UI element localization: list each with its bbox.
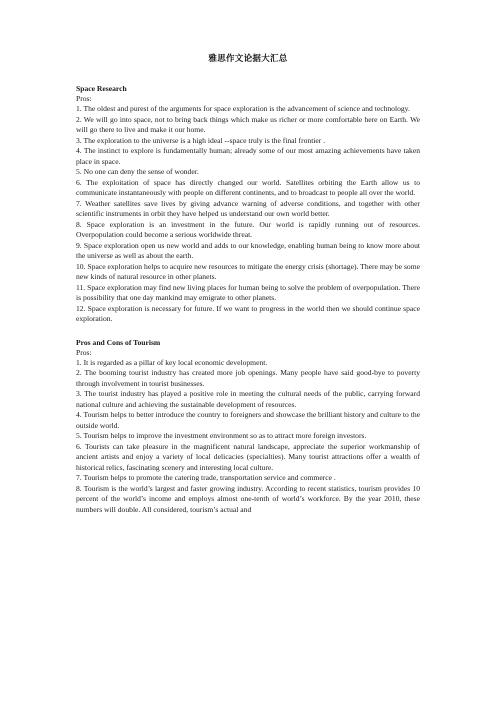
section-tourism <box>76 338 420 516</box>
list-item: 11. Space exploration may find new living places for human being to solve the problem of overpopulation. There is possibility that one day mankind may emigrate to other planets. <box>76 282 420 302</box>
list-item: 9. Space exploration open us new world and adds to our knowledge, enabling human being to know more about the universe as well as about the earth. <box>76 240 420 260</box>
list-item: 2. We will go into space, not to bring back things which make us richer or more comfortable here on Earth. We will go there to live and make it our home. <box>76 114 420 134</box>
list-item: 2. The booming tourist industry has created more job openings. Many people have said good-bye to poverty through involvement in tourist businesses. <box>76 368 420 388</box>
pros-label: Pros: <box>76 347 92 357</box>
list-item: 5. Tourism helps to improve the investment environment so as to attract more foreign investors. <box>76 431 367 440</box>
list-item: 3. The tourist industry has played a positive role in meeting the cultural needs of the public, carrying forward national culture and achieving the sustainable development of resources. <box>76 389 420 409</box>
list-item: 7. Weather satellites save lives by giving advance warning of adverse conditions, and together with other scientific instruments in orbit they have helped us understand our own world better. <box>76 198 420 218</box>
list-item: 7. Tourism helps to promote the catering trade, transportation service and commerce . <box>76 473 336 482</box>
list-item: 6. Tourists can take pleasure in the magnificent natural landscape, appreciate the superior workmanship of ancient artists and enjoy a variety of local delicacies (specialties). Many tourist attractions offer a wealth of historical relics, fascinating scenery and interesting local culture. <box>76 441 420 472</box>
section-space-research <box>76 84 420 325</box>
list-item: 3. The exploration to the universe is a high ideal --space truly is the final frontier . <box>76 135 326 145</box>
list-item: 6. The exploitation of space has directly changed our world. Satellites orbiting the Earth allow us to communicate instantaneously with people on different continents, and to broadcast to people all over the world. <box>76 177 420 197</box>
section-heading: Pros and Cons of Tourism <box>76 337 161 347</box>
list-item: 4. Tourism helps to better introduce the country to foreigners and showcase the brilliant history and culture to the outside world. <box>76 410 420 430</box>
list-item: 8. Space exploration is an investment in the future. Our world is rapidly running out of resources. Overpopulation could become a serious worldwide threat. <box>76 219 420 239</box>
list-item: 12. Space exploration is necessary for future. If we want to progress in the world then we should continue space exploration. <box>76 303 420 323</box>
document-title: 雅思作文论据大汇总 <box>208 53 288 63</box>
list-item: 1. It is regarded as a pillar of key local economic development. <box>76 357 268 367</box>
list-item: 5. No one can deny the sense of wonder. <box>76 167 199 176</box>
list-item: 10. Space exploration helps to acquire new resources to mitigate the energy crisis (shortage). There may be some new kinds of natural resource in other planets. <box>76 261 420 281</box>
pros-label: Pros: <box>76 94 92 103</box>
list-item: 8. Tourism is the world’s largest and faster growing industry. According to recent statistics, tourism provides 10 percent of the world’s income and employs almost one-tenth of world’s workforce. By the year 2010, these numbers will double. All considered, tourism’s actual and <box>76 483 420 514</box>
list-item: 4. The instinct to explore is fundamentally human; already some of our most amazing achievements have taken place in space. <box>76 146 420 166</box>
list-item: 1. The oldest and purest of the arguments for space exploration is the advancement of science and technology. <box>76 104 410 113</box>
section-heading: Space Research <box>76 84 127 93</box>
